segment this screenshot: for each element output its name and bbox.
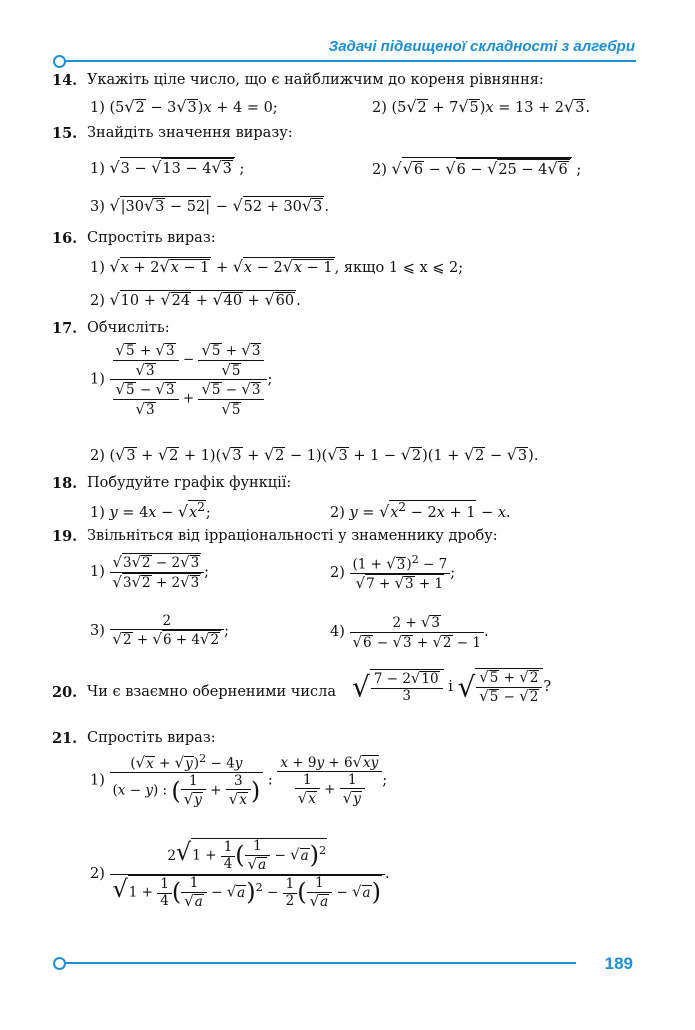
problem-15-text: Знайдіть значення виразу: [87, 125, 293, 141]
problem-20-expr: √ $\frac{7 - 2√10}{3}$ і √ $\frac{√5 + √2}{√5 - √2}$ ? [352, 668, 552, 705]
header-rule [56, 60, 636, 62]
problem-14-eq2: 2) (5√2 + 7√5)x = 13 + 2√3. [372, 97, 591, 116]
problem-15-number: 15. [52, 125, 78, 142]
problem-19-number: 19. [52, 528, 78, 545]
problem-20-number: 20. [52, 684, 78, 701]
problem-18-number: 18. [52, 475, 78, 492]
header-rule-circle [53, 55, 66, 68]
problem-18-eq1: 1) $y = 4x - √x^2$; [90, 500, 211, 521]
problem-17-number: 17. [52, 320, 78, 337]
problem-21-eq1: 1) $(√x + √y)^2 - 4y$ (x − y) : ( $\frac{1}{√y}$ + $\frac{3}{√x}$ ) : x + 9y + 6√xy $\frac{1}{√x}$ + $\frac{1}{√y}$ ; [90, 752, 388, 809]
problem-18-eq2: 2) $y = √x^2 - 2x + 1 - x$. [330, 500, 511, 521]
problem-14-text: Укажіть ціле число, що є найближчим до кореня рівняння: [87, 72, 544, 88]
problem-21-text: Спростіть вираз: [87, 730, 216, 746]
page-number: 189 [604, 954, 633, 973]
problem-17-text: Обчисліть: [87, 320, 170, 336]
footer-rule-circle [53, 957, 66, 970]
problem-14-eq1: 1) (5√2 − 3√3)x + 4 = 0; [90, 97, 278, 116]
problem-16-eq2: 2) √10 + √24 + √40 + √60 . [90, 290, 301, 309]
problem-17-eq1: 1) $\frac{√5 + √3}{√3}$ − $\frac{√5 + √3}{√5}$ $\frac{√5 - √3}{√3}$ + $\frac{√5 - √3}{√5}$ ; [90, 341, 273, 418]
problem-19-text: Звільніться від ірраціональності у знаменнику дробу: [87, 528, 498, 544]
problem-15-eq3: 3) √|30√3 − 52| − √52 + 30√3 . [90, 196, 329, 215]
problem-15-eq2: 2) √√6 − √6 − √25 − 4√6 ; [372, 159, 582, 178]
problem-16-eq1: 1) √x + 2√x − 1 + √x − 2√x − 1 , якщо 1 ⩽ x ⩽ 2; [90, 257, 464, 276]
problem-21-eq2: 2) 2√1 + $\frac{1}{4}$ ( $\frac{1}{√a}$ − √a)$^2$ √1 + $\frac{1}{4}$ ( $\frac{1}{√a}$ − √a)$^2$ − $\frac{1}{2}$ ( $\frac{1}{√a}$ − √a) . [90, 838, 390, 910]
problem-16-text: Спростіть вираз: [87, 230, 216, 246]
problem-20-text: Чи є взаємно оберненими числа [87, 684, 337, 700]
problem-19-eq2: 2) $\frac{(1 + √3)^2 - 7}{√7 + √3 + 1}$ ; [330, 553, 456, 593]
running-header: Задачі підвищеної складності з алгебри [328, 38, 635, 55]
problem-16-number: 16. [52, 230, 78, 247]
problem-19-eq3: 3) $\frac{2}{√2 + √6 + 4√2}$ ; [90, 613, 229, 648]
problem-19-eq1: 1) $\frac{√3√2 - 2√3}{√3√2 + 2√3}$ ; [90, 553, 210, 591]
problem-14-number: 14. [52, 72, 78, 89]
problem-21-number: 21. [52, 730, 78, 747]
problem-19-eq4: 4) $\frac{2 + √3}{√6 - √3 + √2 - 1}$ . [330, 613, 489, 651]
problem-17-eq2: 2) (√3 + √2 + 1)(√3 + √2 − 1)(√3 + 1 − √2)(1 + √2 − √3). [90, 445, 539, 464]
problem-15-eq1: 1) √3 − √13 − 4√3 ; [90, 158, 245, 177]
footer-rule [56, 962, 576, 964]
problem-18-text: Побудуйте графік функції: [87, 475, 292, 491]
